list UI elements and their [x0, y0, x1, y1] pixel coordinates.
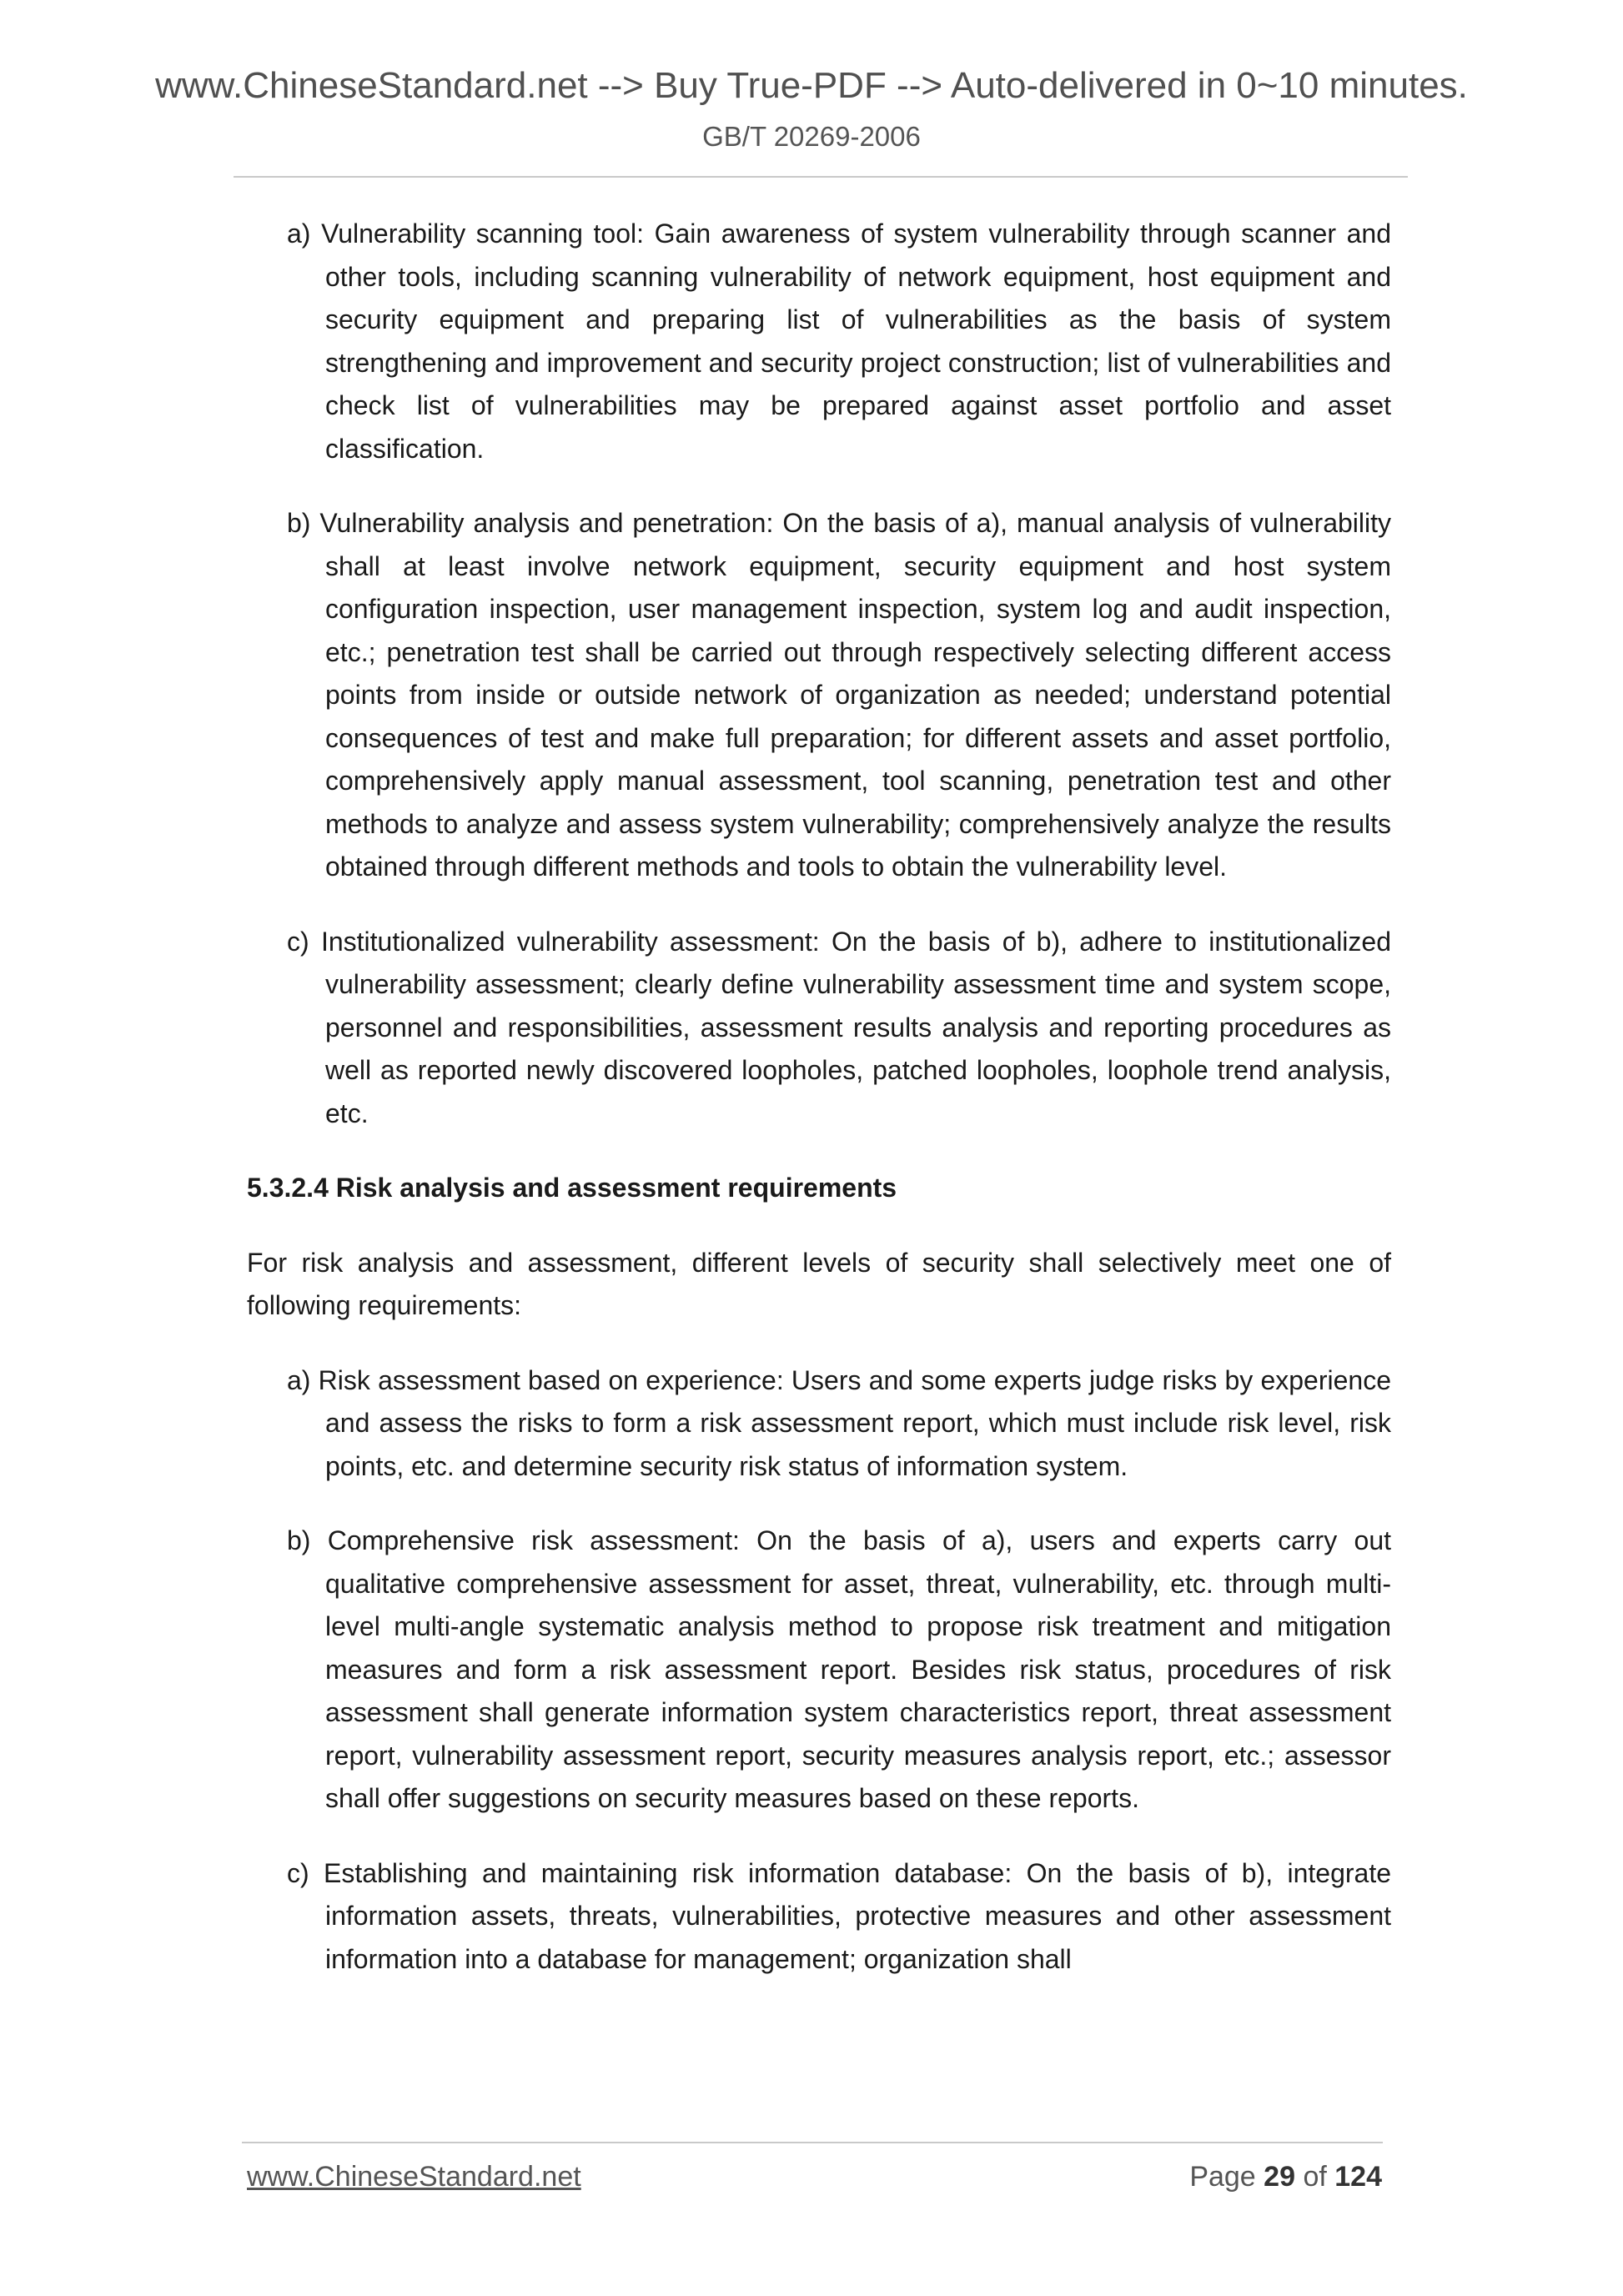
risk-item-b: b) Comprehensive risk assessment: On the basis of a), users and experts carry out qualitative comprehensive assessment for asset, threat, vulnerability, etc. through multi-level multi-angle systematic analysis method to propose risk treatment and mitigation measures and form a risk assessment report. Besides risk status, procedures of risk assessment shall generate information system characteristics report, threat assessment report, vulnerability assessment report, security measures analysis report, etc.; assessor shall offer suggestions on security measures based on these reports.	[287, 1525, 1391, 1813]
page-prefix: Page	[1189, 2161, 1256, 2193]
footer-site-link[interactable]: www.ChineseStandard.net	[247, 2161, 581, 2193]
header-banner: www.ChineseStandard.net --> Buy True-PDF --> Auto-delivered in 0~10 minutes.	[155, 65, 1468, 106]
page-indicator	[1189, 2161, 1382, 2193]
section-heading: 5.3.2.4 Risk analysis and assessment requirements	[247, 1173, 897, 1203]
footer-divider	[242, 2142, 1383, 2143]
page-total: 124	[1334, 2161, 1382, 2193]
vuln-item-c: c) Institutionalized vulnerability assessment: On the basis of b), adhere to institutionalized vulnerability assessment; clearly define vulnerability assessment time and system scope, personnel and responsibilities, assessment results analysis and reporting procedures as well as reported newly discovered loopholes, patched loopholes, loophole trend analysis, etc.	[287, 926, 1391, 1128]
standard-number: GB/T 20269-2006	[702, 121, 921, 152]
vuln-item-b: b) Vulnerability analysis and penetration: On the basis of a), manual analysis of vulnerability shall at least involve network equipment, security equipment and host system configuration inspection, user management inspection, system log and audit inspection, etc.; penetration test shall be carried out through respectively selecting different access points from inside or outside network of organization as needed; understand potential consequences of test and make full preparation; for different assets and asset portfolio, comprehensively apply manual assessment, tool scanning, penetration test and other methods to analyze and assess system vulnerability; comprehensively analyze the results obtained through different methods and tools to obtain the vulnerability level.	[287, 508, 1391, 882]
page-of: of	[1303, 2161, 1327, 2193]
page-current: 29	[1264, 2161, 1295, 2193]
risk-item-c: c) Establishing and maintaining risk information database: On the basis of b), integrate information assets, threats, vulnerabilities, protective measures and other assessment information into a database for management; organization shall	[287, 1857, 1391, 1974]
section-intro: For risk analysis and assessment, different levels of security shall selectively meet one of following requirements:	[247, 1247, 1391, 1320]
risk-item-a: a) Risk assessment based on experience: Users and some experts judge risks by experience and assess the risks to form a risk assessment report, which must include risk level, risk points, etc. and determine security risk status of information system.	[287, 1364, 1391, 1481]
vuln-item-a: a) Vulnerability scanning tool: Gain awareness of system vulnerability through scanner and other tools, including scanning vulnerability of network equipment, host equipment and security equipment and preparing list of vulnerabilities as the basis of system strengthening and improvement and security project construction; list of vulnerabilities and check list of vulnerabilities may be prepared against asset portfolio and asset classification.	[287, 219, 1391, 464]
header-divider	[234, 176, 1408, 178]
document-body	[247, 213, 1391, 2012]
